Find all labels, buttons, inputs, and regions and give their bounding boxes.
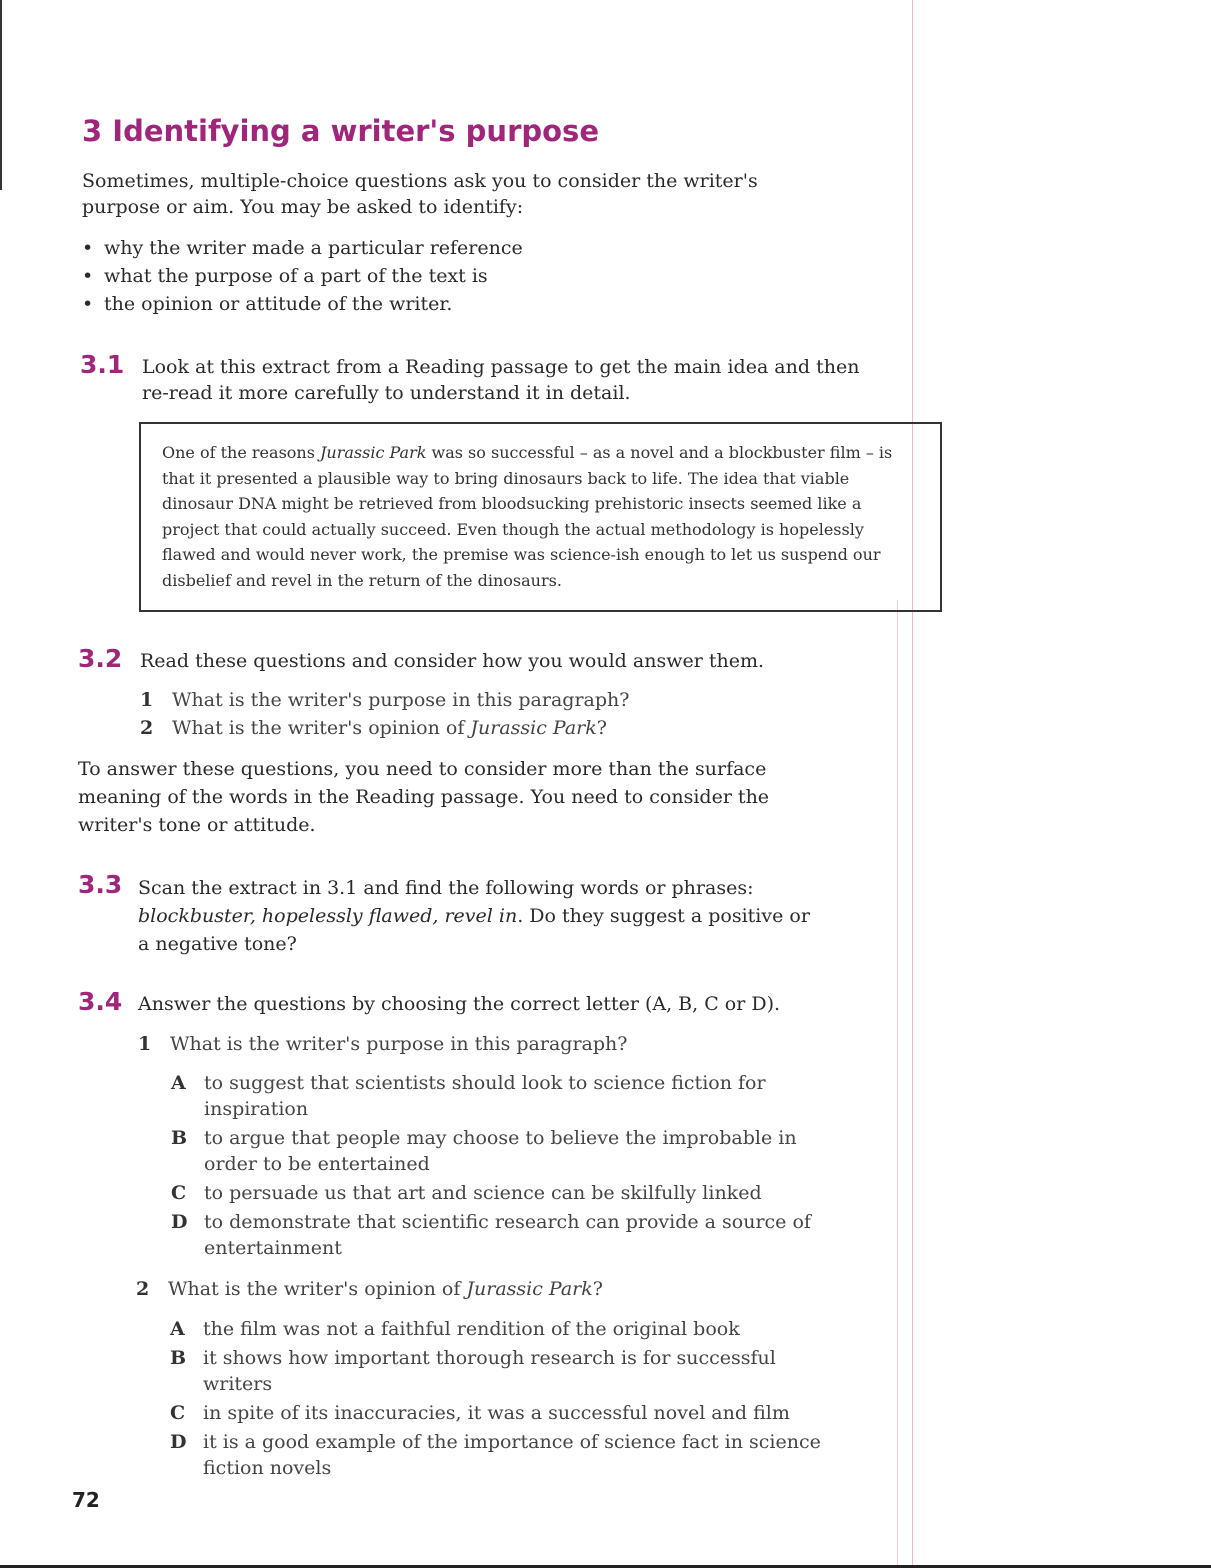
option-item — [171, 1209, 831, 1261]
option-letter: A — [170, 1318, 185, 1340]
task-number-3-2: 3.2 — [78, 644, 123, 673]
question-suffix: ? — [592, 1278, 603, 1300]
list-item — [140, 714, 629, 742]
question-text: What is the writer's opinion of — [172, 717, 471, 739]
section-title: 3 Identifying a writer's purpose — [82, 114, 599, 148]
extract-text — [162, 440, 922, 593]
question-number: 1 — [138, 1033, 152, 1055]
bullet-item: • the opinion or attitude of the writer. — [82, 290, 523, 318]
question-italic: Jurassic Park — [466, 1278, 593, 1300]
task-3-4-text: Answer the questions by choosing the correct letter (A, B, C or D). — [138, 993, 781, 1015]
list-item — [136, 1275, 603, 1303]
option-text: it shows how important thorough research is for successful writers — [203, 1347, 776, 1395]
bullet-list — [82, 234, 523, 318]
page-number: 72 — [72, 1488, 100, 1512]
option-letter: D — [170, 1431, 187, 1453]
question-text: What is the writer's purpose in this paragraph? — [170, 1033, 628, 1055]
question-suffix: ? — [596, 717, 607, 739]
task-3-3-italic: blockbuster, hopelessly flawed, revel in — [138, 905, 518, 927]
options-list-q2 — [170, 1316, 840, 1484]
task-3-3-pre: Scan the extract in 3.1 and find the following words or phrases: — [138, 877, 754, 899]
question-2 — [136, 1275, 603, 1303]
option-text: to suggest that scientists should look to science fiction for inspiration — [204, 1072, 766, 1120]
option-text: it is a good example of the importance of science fact in science fiction novels — [203, 1431, 821, 1479]
option-item — [170, 1316, 840, 1342]
bullet-item: • why the writer made a particular reference — [82, 234, 523, 262]
question-1 — [138, 1030, 627, 1058]
option-item — [171, 1070, 831, 1122]
task-3-2-text: Read these questions and consider how you would answer them. — [140, 650, 765, 672]
margin-guide-line — [912, 0, 913, 1568]
task-number-3-3: 3.3 — [78, 870, 123, 899]
task-3-3-text — [138, 874, 818, 958]
option-text: to persuade us that art and science can be skilfully linked — [204, 1182, 762, 1204]
option-item — [170, 1345, 840, 1397]
option-text: to demonstrate that scientific research can provide a source of entertainment — [204, 1211, 811, 1259]
question-number: 2 — [140, 717, 154, 739]
option-letter: A — [171, 1072, 186, 1094]
page-left-edge — [0, 0, 2, 190]
extract-title-italic: Jurassic Park — [320, 443, 427, 462]
question-text: What is the writer's purpose in this paragraph? — [172, 689, 630, 711]
list-item — [138, 1030, 627, 1058]
option-letter: C — [170, 1402, 186, 1424]
extract-text-pre: One of the reasons — [162, 443, 321, 462]
task-3-1-text: Look at this extract from a Reading passage to get the main idea and then re-read it more carefully to understand it in detail. — [142, 356, 860, 404]
option-item — [171, 1180, 831, 1206]
section-intro: Sometimes, multiple-choice questions ask you to consider the writer's purpose or aim. You may be asked to identify: — [82, 170, 758, 218]
option-letter: B — [171, 1127, 188, 1149]
question-italic: Jurassic Park — [470, 717, 597, 739]
question-text: What is the writer's opinion of — [168, 1278, 467, 1300]
task-3-3-post: . Do they suggest a positive or a negative tone? — [138, 905, 810, 955]
task-number-3-4: 3.4 — [78, 987, 123, 1016]
task-number-3-1: 3.1 — [80, 350, 125, 379]
option-text: in spite of its inaccuracies, it was a successful novel and film — [203, 1402, 790, 1424]
option-item — [170, 1400, 840, 1426]
option-item — [170, 1429, 840, 1481]
option-letter: D — [171, 1211, 188, 1233]
body-paragraph: To answer these questions, you need to consider more than the surface meaning of the words in the Reading passage. You need to consider the writer's tone or attitude. — [78, 758, 770, 836]
list-item — [140, 686, 629, 714]
option-letter: C — [171, 1182, 187, 1204]
option-text: the film was not a faithful rendition of the original book — [203, 1318, 740, 1340]
option-text: to argue that people may choose to believe the improbable in order to be entertained — [204, 1127, 797, 1175]
options-list-q1 — [171, 1070, 831, 1264]
question-number: 2 — [136, 1278, 150, 1300]
margin-guide-line-secondary — [897, 600, 898, 1568]
extract-text-post: was so successful – as a novel and a blockbuster film – is that it presented a plausible way to bring dinosaurs back to life. The idea that viable dinosaur DNA might be retrieved from bloodsucking prehistoric insects seemed like a project that could actually succeed. Even though the actual methodology is hopelessly flawed and would never work, the premise was science-ish enough to let us suspend our disbelief and revel in the return of the dinosaurs. — [162, 443, 893, 590]
bullet-item: • what the purpose of a part of the text is — [82, 262, 523, 290]
option-item — [171, 1125, 831, 1177]
question-number: 1 — [140, 689, 154, 711]
question-list — [140, 686, 629, 742]
option-letter: B — [170, 1347, 187, 1369]
